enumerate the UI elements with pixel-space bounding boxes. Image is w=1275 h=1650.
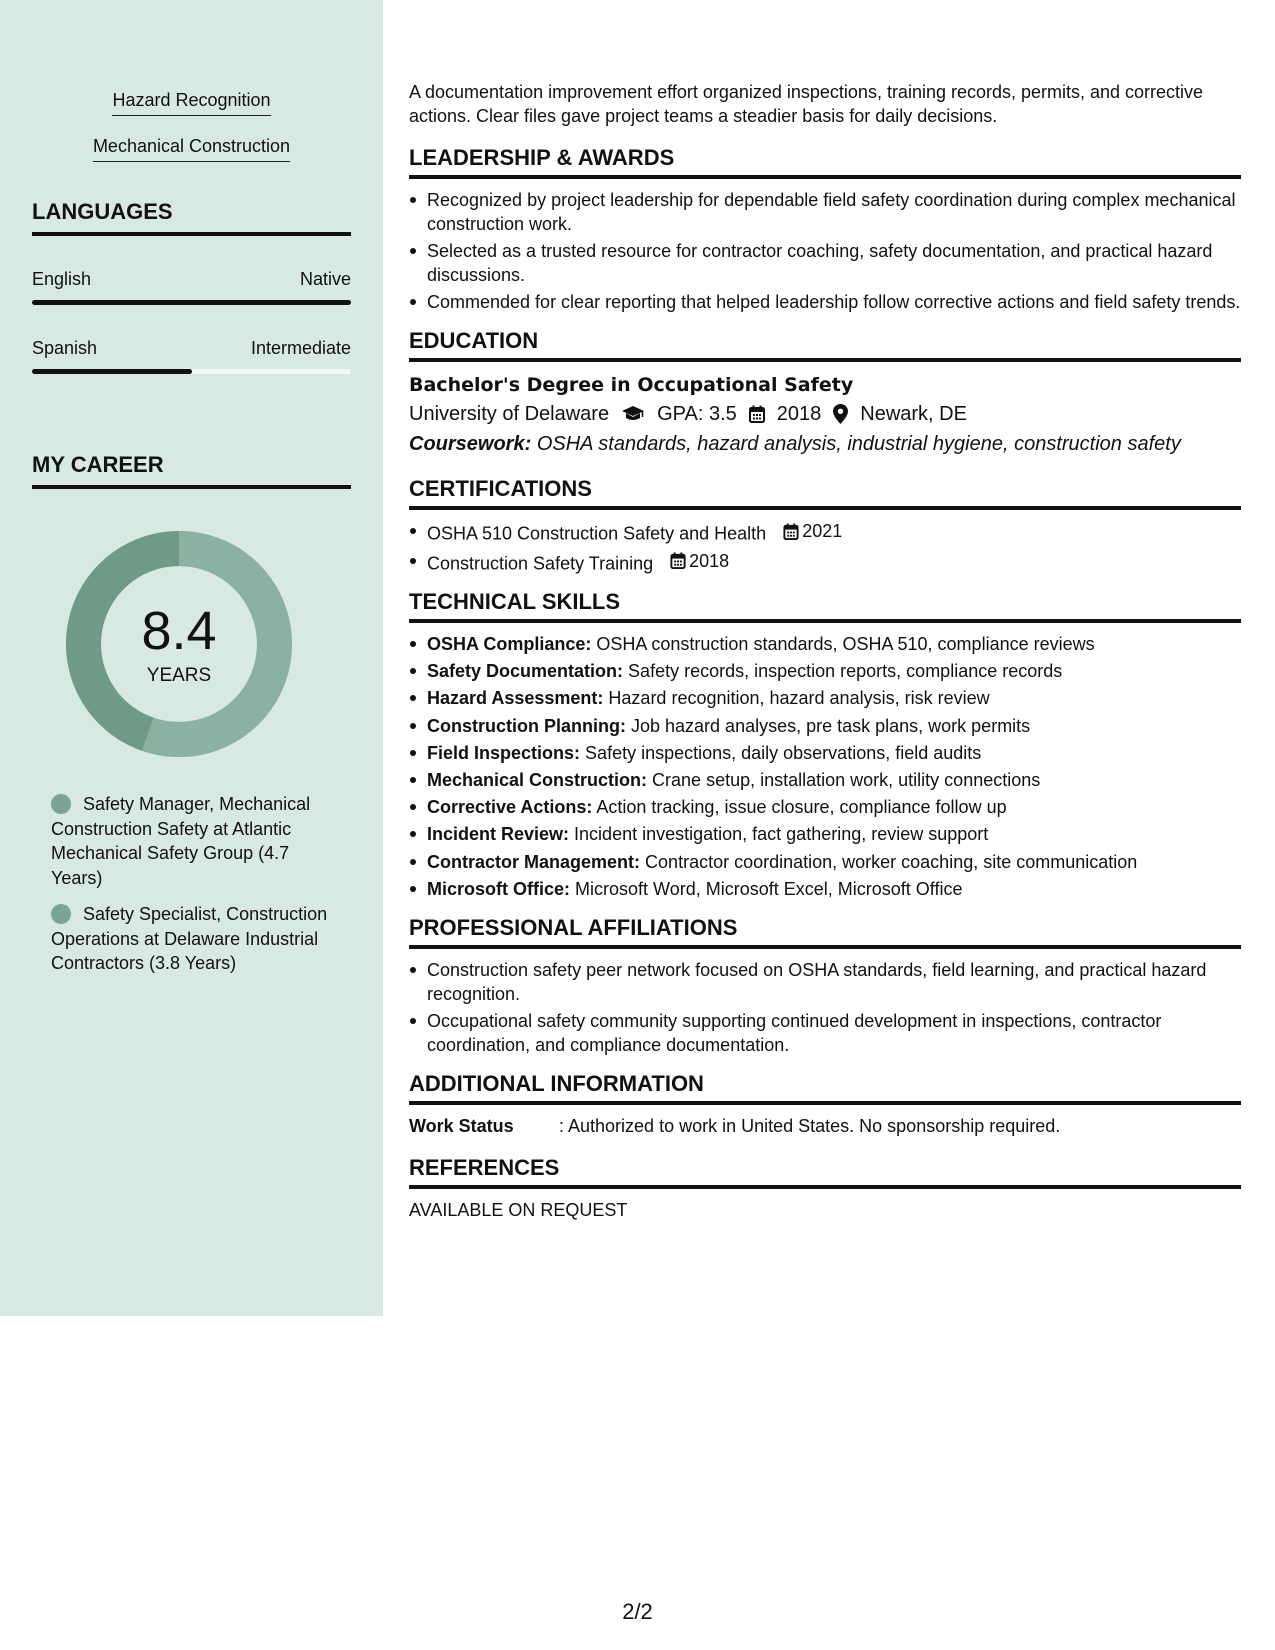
additional-info-section bbox=[409, 1070, 1241, 1138]
graduation-year: 2018 bbox=[776, 403, 822, 425]
list-item bbox=[409, 877, 1241, 901]
legend-dot bbox=[51, 794, 71, 814]
career-total-unit: YEARS bbox=[146, 665, 212, 686]
section-heading: CERTIFICATIONS bbox=[409, 475, 1241, 510]
list-item bbox=[409, 741, 1241, 765]
skill-value: Job hazard analyses, pre task plans, work permits bbox=[631, 715, 1031, 736]
skill-label: Safety Documentation: bbox=[427, 661, 624, 682]
skill-value: Safety records, inspection reports, compliance records bbox=[628, 661, 1063, 682]
language-level: Native bbox=[299, 269, 351, 289]
list-item bbox=[409, 714, 1241, 738]
skill-label: Construction Planning: bbox=[427, 715, 626, 736]
calendar-icon bbox=[783, 523, 799, 540]
language-row bbox=[32, 267, 351, 291]
list-item: Commended for clear reporting that helped leadership follow corrective actions and field safety trends. bbox=[409, 290, 1241, 314]
skill-label: Hazard Assessment: bbox=[427, 688, 604, 709]
career-heading: MY CAREER bbox=[32, 451, 351, 489]
sidebar bbox=[0, 0, 383, 1316]
language-row bbox=[32, 336, 351, 360]
intro-paragraph: A documentation improvement effort organized inspections, training records, permits, and corrective actions. Clear files gave project teams a steadier basis for daily decisions. bbox=[409, 82, 1204, 126]
certification-name: OSHA 510 Construction Safety and Health bbox=[427, 523, 767, 544]
list-item bbox=[409, 549, 1241, 576]
skill-value: Crane setup, installation work, utility connections bbox=[652, 769, 1041, 790]
list-item bbox=[409, 795, 1241, 819]
skill-label: OSHA Compliance: bbox=[427, 634, 592, 654]
list-item: Construction safety peer network focused on OSHA standards, field learning, and practical hazard recognition. bbox=[409, 958, 1241, 1006]
certifications-list bbox=[409, 519, 1241, 575]
list-item bbox=[409, 659, 1241, 683]
language-name: Spanish bbox=[32, 338, 98, 358]
education-section bbox=[409, 327, 1241, 459]
language-proficiency-fill bbox=[32, 300, 351, 305]
certification-year: 2018 bbox=[689, 550, 730, 571]
list-item bbox=[409, 632, 1241, 656]
career-total-value: 8.4 bbox=[141, 601, 217, 661]
coursework-label: Coursework: bbox=[409, 433, 532, 455]
work-status-row bbox=[409, 1114, 1241, 1138]
affiliations-section bbox=[409, 914, 1241, 1057]
career-item bbox=[51, 792, 341, 890]
list-item bbox=[409, 822, 1241, 846]
skill-value: OSHA construction standards, OSHA 510, compliance reviews bbox=[596, 634, 1095, 654]
language-proficiency-fill bbox=[32, 369, 192, 374]
skill-value: Action tracking, issue closure, compliance follow up bbox=[596, 797, 1007, 818]
certification-date bbox=[670, 549, 729, 573]
section-heading: LEADERSHIP & AWARDS bbox=[409, 144, 1241, 179]
language-proficiency-bar bbox=[32, 369, 351, 374]
skill-tags bbox=[32, 88, 351, 180]
coursework bbox=[409, 429, 1241, 459]
skill-label: Corrective Actions: bbox=[427, 797, 593, 818]
skill-tag: Hazard Recognition bbox=[112, 88, 270, 116]
languages-heading: LANGUAGES bbox=[32, 198, 351, 236]
language-level: Intermediate bbox=[250, 338, 351, 358]
section-heading: ADDITIONAL INFORMATION bbox=[409, 1070, 1241, 1105]
skill-value: Incident investigation, fact gathering, review support bbox=[574, 824, 989, 845]
skill-label: Field Inspections: bbox=[427, 742, 581, 763]
skill-value: Contractor coordination, worker coaching, site communication bbox=[645, 851, 1138, 872]
certification-name: Construction Safety Training bbox=[427, 553, 654, 573]
legend-dot bbox=[51, 904, 71, 924]
certification-year: 2021 bbox=[802, 521, 843, 541]
school-location: Newark, DE bbox=[860, 403, 967, 425]
skill-value: Hazard recognition, hazard analysis, risk review bbox=[608, 688, 990, 709]
gpa: GPA: 3.5 bbox=[657, 403, 737, 425]
language-name: English bbox=[32, 269, 92, 289]
main-content bbox=[409, 80, 1241, 1222]
list-item bbox=[409, 768, 1241, 792]
career-list bbox=[51, 792, 341, 988]
work-status-value: : Authorized to work in United States. No sponsorship required. bbox=[559, 1115, 1061, 1136]
section-heading: EDUCATION bbox=[409, 327, 1241, 362]
technical-skills-section bbox=[409, 588, 1241, 901]
degree-title: Bachelor's Degree in Occupational Safety bbox=[409, 374, 854, 396]
school-name: University of Delaware bbox=[409, 403, 610, 425]
skill-label: Contractor Management: bbox=[427, 851, 641, 872]
list-item: Recognized by project leadership for dependable field safety coordination during complex mechanical construction work. bbox=[409, 188, 1241, 236]
list-item: Selected as a trusted resource for contractor coaching, safety documentation, and practical hazard discussions. bbox=[409, 239, 1241, 287]
language-proficiency-bar bbox=[32, 300, 351, 305]
coursework-text: OSHA standards, hazard analysis, industrial hygiene, construction safety bbox=[536, 433, 1181, 455]
calendar-icon bbox=[749, 405, 765, 423]
map-pin-icon bbox=[833, 404, 848, 424]
certifications-section bbox=[409, 475, 1241, 575]
education-meta bbox=[409, 399, 1241, 429]
skill-value: Safety inspections, daily observations, field audits bbox=[585, 742, 982, 763]
career-item-text: Safety Manager, Mechanical Construction Safety at Atlantic Mechanical Safety Group (4.7 Years) bbox=[51, 794, 311, 888]
work-status-label: Work Status bbox=[409, 1115, 514, 1136]
list-item bbox=[409, 519, 1241, 546]
section-heading: REFERENCES bbox=[409, 1154, 1241, 1189]
skill-value: Microsoft Word, Microsoft Excel, Microsoft Office bbox=[575, 878, 963, 899]
list-item bbox=[409, 850, 1241, 874]
references-section bbox=[409, 1154, 1241, 1222]
career-item bbox=[51, 902, 341, 976]
certification-date bbox=[783, 519, 842, 543]
leadership-section bbox=[409, 144, 1241, 314]
list-item bbox=[409, 686, 1241, 710]
section-heading: PROFESSIONAL AFFILIATIONS bbox=[409, 914, 1241, 949]
affiliations-list bbox=[409, 958, 1241, 1057]
skill-tag: Mechanical Construction bbox=[93, 134, 290, 162]
list-item: Occupational safety community supporting continued development in inspections, contractor coordination, and compliance documentation. bbox=[409, 1009, 1241, 1057]
references-text: AVAILABLE ON REQUEST bbox=[409, 1199, 628, 1220]
leadership-list bbox=[409, 188, 1241, 314]
skill-label: Mechanical Construction: bbox=[427, 769, 648, 790]
section-heading: TECHNICAL SKILLS bbox=[409, 588, 1241, 623]
technical-skills-list bbox=[409, 632, 1241, 901]
page-number: 2/2 bbox=[622, 1599, 653, 1624]
calendar-icon bbox=[670, 552, 686, 569]
skill-label: Incident Review: bbox=[427, 824, 570, 845]
career-item-text: Safety Specialist, Construction Operations at Delaware Industrial Contractors (3.8 Years) bbox=[51, 904, 328, 973]
skill-label: Microsoft Office: bbox=[427, 878, 571, 899]
graduation-cap-icon bbox=[621, 405, 645, 423]
